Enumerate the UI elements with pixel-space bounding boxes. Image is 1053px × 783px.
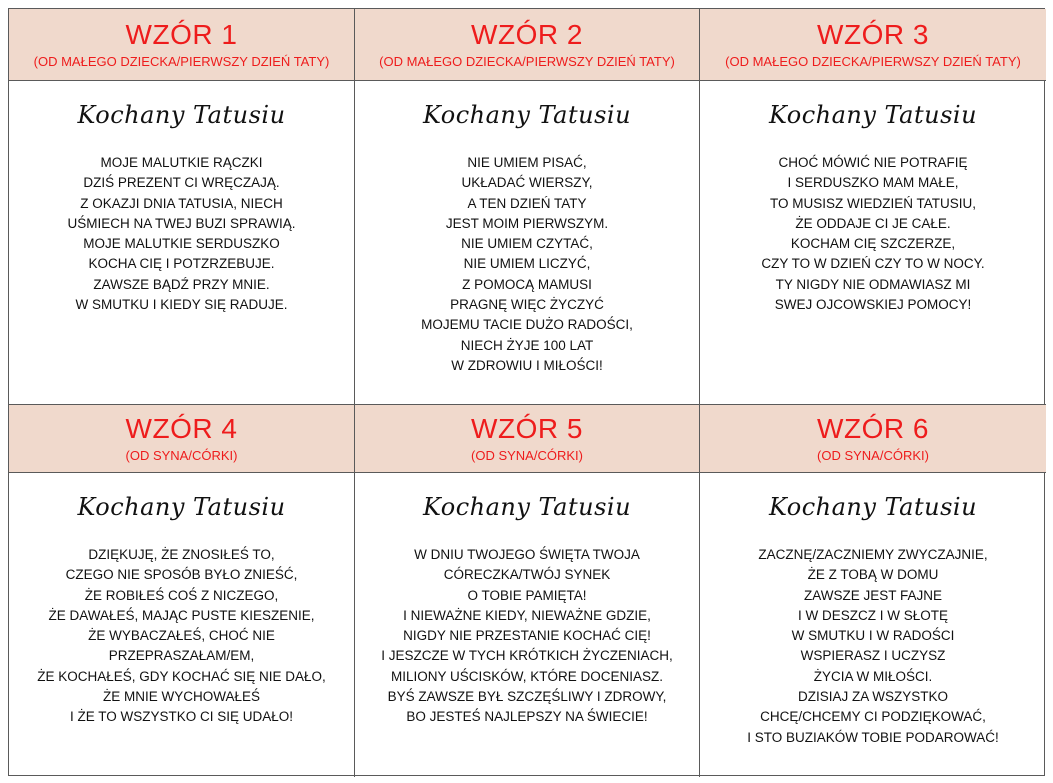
poem-line: I ŻE TO WSZYSTKO CI SIĘ UDAŁO!: [69, 709, 294, 725]
poem-line: ŻE ODDAJE CI JE CAŁE.: [795, 215, 951, 231]
poem-line: ŻE MNIE WYCHOWAŁEŚ: [102, 689, 260, 705]
greeting: Kochany Tatusiu: [768, 101, 978, 129]
poem-line: ZAWSZE BĄDŹ PRZY MNIE.: [93, 276, 270, 292]
poem-line: W SMUTKU I W RADOŚCI: [791, 628, 955, 644]
poem-line: NIECH ŻYJE 100 LAT: [460, 337, 594, 353]
poem-line: NIE UMIEM CZYTAĆ,: [461, 236, 593, 252]
poem-line: I W DESZCZ I W SŁOTĘ: [797, 607, 948, 623]
body-wzor-4: [9, 473, 355, 777]
greeting: Kochany Tatusiu: [77, 493, 286, 521]
body-wzor-6: [700, 473, 1046, 777]
poem-line: CHOĆ MÓWIĆ NIE POTRAFIĘ: [778, 155, 968, 170]
poem-line: BO JESTEŚ NAJLEPSZY NA ŚWIECIE!: [406, 709, 648, 725]
section-subtitle: (OD SYNA/CÓRKI): [125, 447, 238, 463]
poem: [761, 153, 984, 315]
poem-line: MOJE MALUTKIE RĄCZKI: [100, 155, 263, 170]
poem-line: ŻE KOCHAŁEŚ, GDY KOCHAĆ SIĘ NIE DAŁO,: [37, 668, 326, 684]
section-subtitle: (OD SYNA/CÓRKI): [817, 447, 929, 463]
poem-line: MILIONY UŚCISKÓW, KTÓRE DOCENIASZ.: [390, 668, 664, 684]
poem-line: I STO BUZIAKÓW TOBIE PODAROWAĆ!: [747, 729, 999, 745]
header-wzor-4: [9, 405, 355, 473]
poem-line: BYŚ ZAWSZE BYŁ SZCZĘŚLIWY I ZDROWY,: [387, 689, 667, 705]
poem-line: W DNIU TWOJEGO ŚWIĘTA TWOJA: [414, 547, 640, 562]
poem-line: CZEGO NIE SPOSÓB BYŁO ZNIEŚĆ,: [65, 567, 298, 583]
section-title: WZÓR 5: [471, 412, 583, 444]
poem-line: UŚMIECH NA TWEJ BUZI SPRAWIĄ.: [67, 215, 296, 231]
body-wzor-3: [700, 81, 1046, 405]
greeting: Kochany Tatusiu: [422, 493, 632, 521]
poem-line: DZIŚ PREZENT CI WRĘCZAJĄ.: [83, 175, 280, 191]
poem-line: DZISIAJ ZA WSZYSTKO: [797, 689, 948, 705]
greeting: Kochany Tatusiu: [422, 101, 632, 129]
poem-line: WSPIERASZ I UCZYSZ: [800, 648, 946, 664]
poem-line: ZAWSZE JEST FAJNE: [803, 587, 942, 603]
poem-line: SWEJ OJCOWSKIEJ POMOCY!: [774, 297, 972, 313]
poem-line: W ZDROWIU I MIŁOŚCI!: [451, 357, 603, 373]
section-title: WZÓR 4: [125, 412, 238, 444]
poem: [747, 545, 999, 748]
poem-line: I JESZCZE W TYCH KRÓTKICH ŻYCZENIACH,: [381, 648, 673, 664]
poem-line: TY NIGDY NIE ODMAWIASZ MI: [775, 276, 971, 292]
poem-line: KOCHA CIĘ I POTZRZEBUJE.: [88, 256, 275, 272]
header-wzor-2: [355, 9, 700, 81]
poem-line: I SERDUSZKO MAM MAŁE,: [787, 175, 959, 191]
poem-line: JEST MOIM PIERWSZYM.: [445, 215, 609, 231]
poem-line: PRZEPRASZAŁAM/EM,: [108, 648, 255, 664]
body-wzor-5: [355, 473, 700, 777]
section-title: WZÓR 3: [817, 18, 929, 50]
section-subtitle: (OD SYNA/CÓRKI): [471, 447, 583, 463]
poem: [421, 153, 633, 376]
poem-line: NIE UMIEM LICZYĆ,: [463, 256, 591, 272]
poem-line: NIE UMIEM PISAĆ,: [467, 155, 587, 170]
poem-line: O TOBIE PAMIĘTA!: [467, 587, 587, 603]
section-subtitle: (OD MAŁEGO DZIECKA/PIERWSZY DZIEŃ TATY): [379, 53, 675, 69]
header-wzor-1: [9, 9, 355, 81]
poem-line: W SMUTKU I KIEDY SIĘ RADUJE.: [75, 297, 288, 313]
greeting: Kochany Tatusiu: [77, 101, 286, 129]
header-wzor-6: [700, 405, 1046, 473]
header-wzor-5: [355, 405, 700, 473]
templates-table: [8, 8, 1045, 776]
poem-line: ŻE ROBIŁEŚ COŚ Z NICZEGO,: [84, 587, 279, 603]
poem: [381, 545, 673, 728]
poem-line: UKŁADAĆ WIERSZY,: [461, 175, 593, 191]
poem-line: CZY TO W DZIEŃ CZY TO W NOCY.: [761, 256, 985, 272]
body-wzor-2: [355, 81, 700, 405]
header-wzor-3: [700, 9, 1046, 81]
poem-line: NIGDY NIE PRZESTANIE KOCHAĆ CIĘ!: [403, 628, 651, 644]
section-subtitle: (OD MAŁEGO DZIECKA/PIERWSZY DZIEŃ TATY): [725, 53, 1021, 69]
section-title: WZÓR 1: [125, 18, 238, 50]
poem-line: A TEN DZIEŃ TATY: [467, 195, 587, 211]
poem-line: DZIĘKUJĘ, ŻE ZNOSIŁEŚ TO,: [88, 547, 275, 562]
poem-line: PRAGNĘ WIĘC ŻYCZYĆ: [450, 297, 604, 313]
poem-line: ŻYCIA W MIŁOŚCI.: [813, 668, 933, 684]
poem-line: Z POMOCĄ MAMUSI: [462, 276, 592, 292]
poem-line: ŻE Z TOBĄ W DOMU: [807, 567, 939, 583]
poem-line: MOJE MALUTKIE SERDUSZKO: [83, 236, 280, 252]
poem-line: ŻE WYBACZAŁEŚ, CHOĆ NIE: [88, 628, 275, 644]
poem-line: ZACZNĘ/ZACZNIEMY ZWYCZAJNIE,: [758, 547, 988, 562]
poem-line: CÓRECZKA/TWÓJ SYNEK: [443, 567, 611, 583]
poem-line: MOJEMU TACIE DUŻO RADOŚCI,: [421, 317, 633, 333]
poem-line: KOCHAM CIĘ SZCZERZE,: [790, 236, 956, 252]
section-title: WZÓR 2: [471, 18, 583, 50]
greeting: Kochany Tatusiu: [768, 493, 978, 521]
poem: [37, 545, 326, 728]
poem-line: TO MUSISZ WIEDZIEŃ TATUSIU,: [769, 195, 976, 211]
poem-line: ŻE DAWAŁEŚ, MAJĄC PUSTE KIESZENIE,: [48, 607, 315, 623]
poem-line: CHCĘ/CHCEMY CI PODZIĘKOWAĆ,: [760, 709, 986, 725]
section-subtitle: (OD MAŁEGO DZIECKA/PIERWSZY DZIEŃ TATY): [33, 53, 330, 69]
body-wzor-1: [9, 81, 355, 405]
section-title: WZÓR 6: [817, 412, 929, 444]
poem-line: I NIEWAŻNE KIEDY, NIEWAŻNE GDZIE,: [403, 607, 651, 623]
poem-line: Z OKAZJI DNIA TATUSIA, NIECH: [80, 195, 283, 211]
poem: [67, 153, 295, 315]
